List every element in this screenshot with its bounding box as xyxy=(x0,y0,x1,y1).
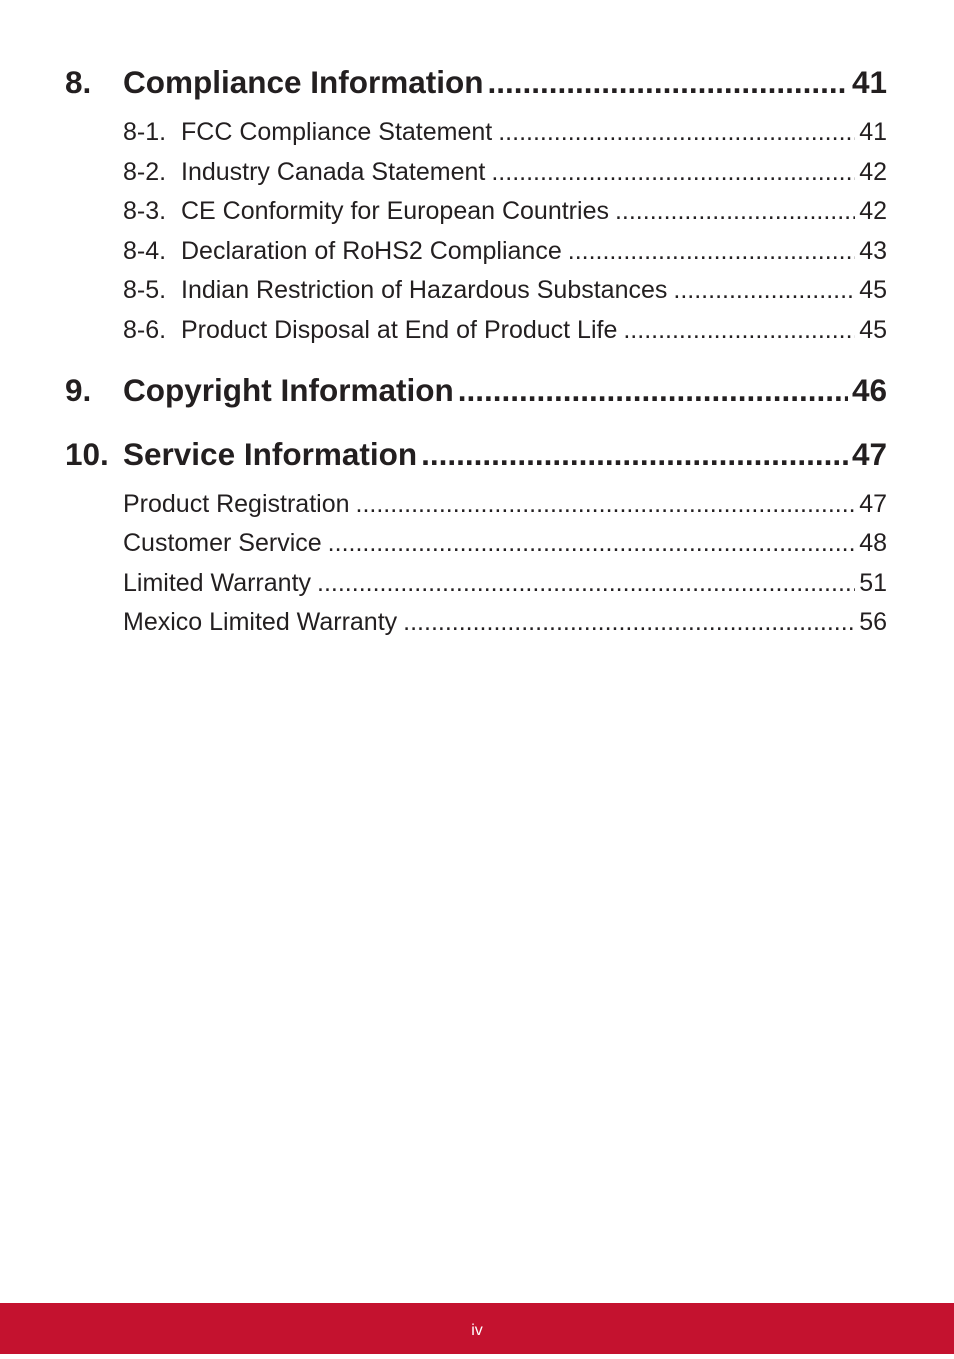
entry-number: 8-5. xyxy=(123,276,167,305)
toc-entry-rohs2[interactable] xyxy=(123,232,887,272)
entry-number: 8-2. xyxy=(123,157,167,186)
entry-page-number: 43 xyxy=(859,236,887,265)
entry-title: Indian Restriction of Hazardous Substances xyxy=(181,276,668,305)
dot-leader xyxy=(615,192,855,232)
toc-entry-product-disposal[interactable] xyxy=(123,311,887,351)
dot-leader xyxy=(328,524,856,564)
dot-leader xyxy=(568,232,855,272)
entry-title: Product Disposal at End of Product Life xyxy=(181,315,618,344)
section-number: 8. xyxy=(65,64,92,100)
entry-title: Industry Canada Statement xyxy=(181,157,486,186)
dot-leader xyxy=(458,366,848,414)
entry-page-number: 42 xyxy=(859,157,887,186)
section-page-number: 47 xyxy=(851,435,887,472)
entry-page-number: 47 xyxy=(859,489,887,518)
section-page-number: 46 xyxy=(851,371,887,408)
entry-page-number: 45 xyxy=(859,315,887,344)
dot-leader xyxy=(623,311,855,351)
dot-leader xyxy=(421,430,848,478)
toc-entry-industry-canada[interactable] xyxy=(123,153,887,193)
entry-page-number: 56 xyxy=(859,608,887,637)
section-title: Compliance Information xyxy=(123,64,484,100)
toc-heading-copyright[interactable] xyxy=(65,366,887,414)
toc-entry-indian-restriction[interactable] xyxy=(123,271,887,311)
section-number: 9. xyxy=(65,371,92,408)
dot-leader xyxy=(403,603,855,643)
dot-leader xyxy=(317,564,855,604)
toc-entry-product-registration[interactable] xyxy=(123,485,887,525)
toc-heading-service[interactable] xyxy=(65,430,887,478)
toc-entry-limited-warranty[interactable] xyxy=(123,564,887,604)
toc-entry-customer-service[interactable] xyxy=(123,524,887,564)
toc-entries-compliance xyxy=(123,113,887,351)
section-title: Service Information xyxy=(123,435,418,472)
entry-page-number: 41 xyxy=(859,118,887,146)
toc-entries-service xyxy=(123,485,887,643)
page-footer-bar xyxy=(0,1303,954,1354)
toc-entry-fcc[interactable] xyxy=(123,113,887,153)
toc-section-compliance xyxy=(65,58,887,351)
dot-leader xyxy=(356,485,856,525)
entry-number: 8-3. xyxy=(123,197,167,226)
section-page-number: 41 xyxy=(851,64,887,100)
entry-page-number: 51 xyxy=(859,568,887,597)
toc-entry-ce-conformity[interactable] xyxy=(123,192,887,232)
entry-number: 8-1. xyxy=(123,118,167,146)
entry-page-number: 42 xyxy=(859,197,887,226)
entry-page-number: 45 xyxy=(859,276,887,305)
entry-title: FCC Compliance Statement xyxy=(181,118,493,146)
entry-title: Customer Service xyxy=(123,529,322,558)
entry-title: Product Registration xyxy=(123,489,350,518)
dot-leader xyxy=(488,58,848,106)
entry-title: Declaration of RoHS2 Compliance xyxy=(181,236,562,265)
toc-section-service xyxy=(65,430,887,643)
toc-entry-mexico-limited-warranty[interactable] xyxy=(123,603,887,643)
dot-leader xyxy=(491,153,855,193)
entry-number: 8-6. xyxy=(123,315,167,344)
entry-title: CE Conformity for European Countries xyxy=(181,197,609,226)
entry-number: 8-4. xyxy=(123,236,167,265)
footer-page-number: iv xyxy=(471,1322,483,1339)
entry-title: Mexico Limited Warranty xyxy=(123,608,398,637)
section-title: Copyright Information xyxy=(123,371,454,408)
toc-section-copyright xyxy=(65,366,887,414)
entry-title: Limited Warranty xyxy=(123,568,312,597)
section-number: 10. xyxy=(65,435,109,472)
table-of-contents xyxy=(65,58,887,643)
toc-heading-compliance[interactable] xyxy=(65,58,887,106)
entry-page-number: 48 xyxy=(859,529,887,558)
dot-leader xyxy=(673,271,855,311)
dot-leader xyxy=(498,113,855,153)
